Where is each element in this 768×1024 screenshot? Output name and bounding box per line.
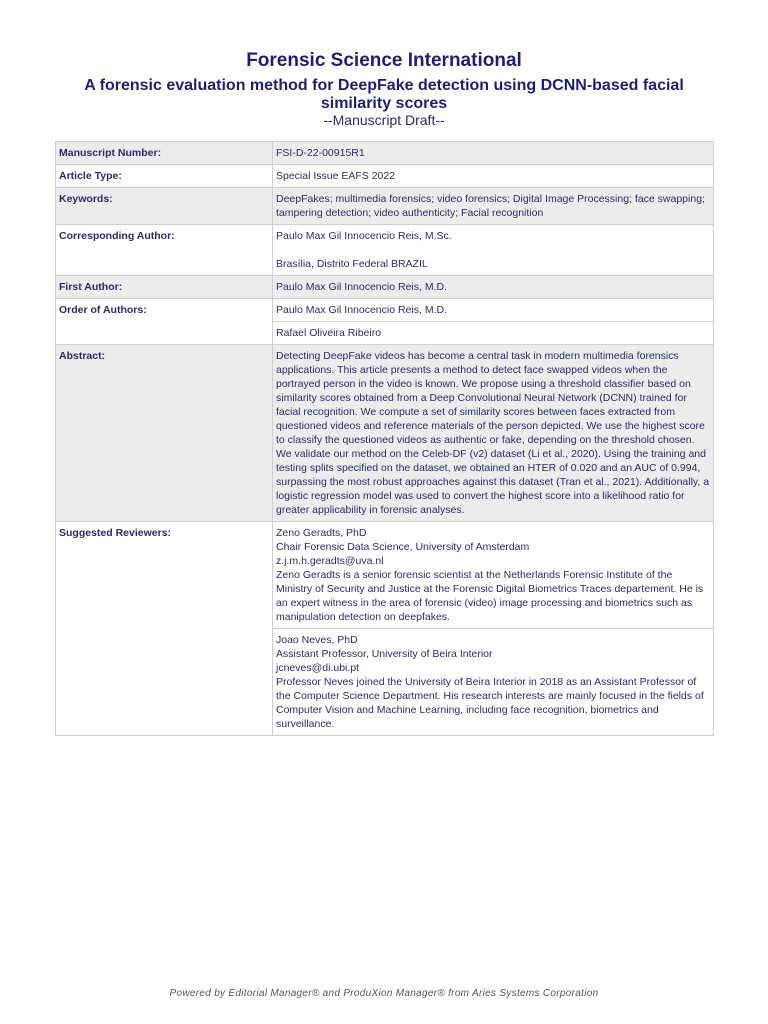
reviewer-email: jcneves@di.ubi.pt	[276, 662, 360, 674]
manuscript-number-value: FSI-D-22-00915R1	[273, 142, 714, 165]
manuscript-metadata-table	[55, 141, 714, 736]
row-label: Corresponding Author:	[56, 225, 273, 276]
article-type-value: Special Issue EAFS 2022	[273, 165, 714, 188]
author-entry: Rafael Oliveira Ribeiro	[273, 322, 714, 345]
row-label: Manuscript Number:	[56, 142, 273, 165]
row-label: Order of Authors:	[56, 299, 273, 345]
table-row-first-author	[56, 276, 714, 299]
row-label: Article Type:	[56, 165, 273, 188]
reviewer-name: Zeno Geradts, PhD	[276, 527, 367, 539]
keywords-value: DeepFakes; multimedia forensics; video forensics; Digital Image Processing; face swapping; tampering detection; video authenticity; Facial recognition	[273, 188, 714, 225]
corresponding-author-value	[273, 225, 714, 276]
reviewer-bio: Professor Neves joined the University of Beira Interior in 2018 as an Assistant Professor of the Computer Science Department. His research interests are mainly focused in the fields of Computer Vision and Machine Learning, including face recognition, biometrics and surveillance.	[276, 676, 704, 730]
corresponding-author-name: Paulo Max Gil Innocencio Reis, M.Sc.	[276, 230, 452, 242]
row-label: Abstract:	[56, 345, 273, 522]
reviewer-entry	[273, 629, 714, 736]
table-row-order-of-authors	[56, 299, 714, 322]
author-entry: Paulo Max Gil Innocencio Reis, M.D.	[273, 299, 714, 322]
row-label: First Author:	[56, 276, 273, 299]
corresponding-author-location: Brasília, Distrito Federal BRAZIL	[276, 258, 428, 270]
table-row-corresponding-author	[56, 225, 714, 276]
table-row-manuscript-number	[56, 142, 714, 165]
reviewer-affiliation: Assistant Professor, University of Beira Interior	[276, 648, 493, 660]
abstract-text: Detecting DeepFake videos has become a central task in modern multimedia forensics applications. This article presents a method to detect face swapped videos when the portrayed person in the video is known. We propose using a threshold classifier based on similarity scores obtained from a Deep Convolutional Neural Network (DCNN) trained for facial recognition. We compute a set of similarity scores between faces extracted from questioned videos and reference materials of the person depicted. We use the highest score to classify the questioned videos as authentic or fake, depending on the threshold chosen. We validate our method on the Celeb-DF (v2) dataset (Li et al., 2020). Using the training and testing splits specified on the dataset, we obtained an HTER of 0.020 and an AUC of 0.994, surpassing the most robust approaches against this dataset (Tran et al., 2021). Additionally, a logistic regression model was used to convert the highest score into a likelihood ratio for greater applicability in forensic analyses.	[273, 345, 714, 522]
manuscript-title: A forensic evaluation method for DeepFake detection using DCNN-based facial similarity scores	[84, 77, 684, 112]
table-row-keywords	[56, 188, 714, 225]
reviewer-name: Joao Neves, PhD	[276, 634, 358, 646]
table-row-abstract	[56, 345, 714, 522]
reviewer-email: z.j.m.h.geradts@uva.nl	[276, 555, 384, 567]
manuscript-subtitle: --Manuscript Draft--	[323, 112, 445, 128]
spacer	[276, 243, 710, 257]
reviewer-entry	[273, 522, 714, 629]
table-row-suggested-reviewers	[56, 522, 714, 629]
reviewer-bio: Zeno Geradts is a senior forensic scientist at the Netherlands Forensic Institute of the Ministry of Security and Justice at the Forensic Digital Biometrics Traces departement. He is an expert witness in the area of forensic (video) image processing and biometrics such as manipulation detection on deepfakes.	[276, 569, 704, 623]
first-author-value: Paulo Max Gil Innocencio Reis, M.D.	[273, 276, 714, 299]
row-label: Keywords:	[56, 188, 273, 225]
table-row-article-type	[56, 165, 714, 188]
footer-credit: Powered by Editorial Manager® and ProduXion Manager® from Aries Systems Corporation	[169, 988, 599, 999]
journal-name: Forensic Science International	[246, 50, 522, 71]
reviewer-affiliation: Chair Forensic Data Science, University of Amsterdam	[276, 541, 530, 553]
row-label: Suggested Reviewers:	[56, 522, 273, 736]
